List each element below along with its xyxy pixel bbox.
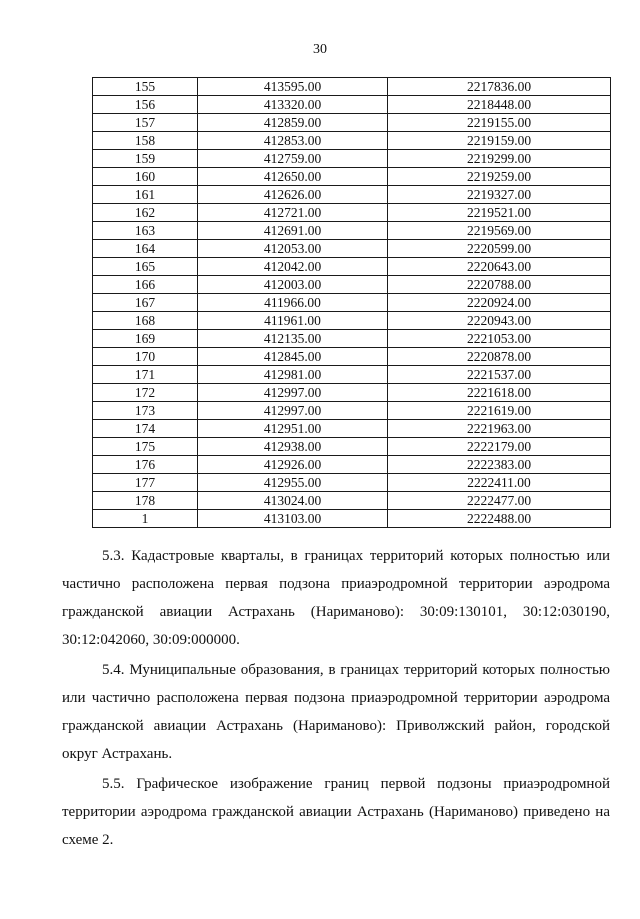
y-coordinate-cell: 2220788.00 [388, 276, 611, 294]
point-number-cell: 177 [93, 474, 198, 492]
page-number: 30 [313, 42, 327, 57]
x-coordinate-cell: 413595.00 [198, 78, 388, 96]
y-coordinate-cell: 2222179.00 [388, 438, 611, 456]
point-number-cell: 169 [93, 330, 198, 348]
table-row [93, 456, 611, 474]
table-row [93, 384, 611, 402]
y-coordinate-cell: 2221619.00 [388, 402, 611, 420]
point-number-cell: 171 [93, 366, 198, 384]
y-coordinate-cell: 2221053.00 [388, 330, 611, 348]
point-number-cell: 161 [93, 186, 198, 204]
table-row [93, 240, 611, 258]
x-coordinate-cell: 412003.00 [198, 276, 388, 294]
table-row [93, 492, 611, 510]
x-coordinate-cell: 412926.00 [198, 456, 388, 474]
y-coordinate-cell: 2219569.00 [388, 222, 611, 240]
x-coordinate-cell: 412951.00 [198, 420, 388, 438]
x-coordinate-cell: 412955.00 [198, 474, 388, 492]
x-coordinate-cell: 411961.00 [198, 312, 388, 330]
paragraph-cadastral-quarters: 5.3. Кадастровые кварталы, в границах территорий которых полностью или частично расположена первая подзона приаэродромной территории аэродрома гражданской авиации Астрахань (Нариманово): 30:09:130101, 30:12:030190, 30:12:042060, 30:09:000000. [62, 548, 610, 648]
table-row [93, 366, 611, 384]
point-number-cell: 170 [93, 348, 198, 366]
table-row [93, 276, 611, 294]
point-number-cell: 160 [93, 168, 198, 186]
point-number-cell: 158 [93, 132, 198, 150]
x-coordinate-cell: 413024.00 [198, 492, 388, 510]
point-number-cell: 164 [93, 240, 198, 258]
table-row [93, 402, 611, 420]
x-coordinate-cell: 412135.00 [198, 330, 388, 348]
table-row [93, 420, 611, 438]
y-coordinate-cell: 2219155.00 [388, 114, 611, 132]
y-coordinate-cell: 2222477.00 [388, 492, 611, 510]
x-coordinate-cell: 412997.00 [198, 384, 388, 402]
coordinates-table [92, 77, 611, 528]
y-coordinate-cell: 2222488.00 [388, 510, 611, 528]
table-row [93, 96, 611, 114]
table-row [93, 114, 611, 132]
table-row [93, 348, 611, 366]
point-number-cell: 162 [93, 204, 198, 222]
point-number-cell: 173 [93, 402, 198, 420]
y-coordinate-cell: 2218448.00 [388, 96, 611, 114]
y-coordinate-cell: 2219327.00 [388, 186, 611, 204]
x-coordinate-cell: 412691.00 [198, 222, 388, 240]
point-number-cell: 168 [93, 312, 198, 330]
x-coordinate-cell: 413320.00 [198, 96, 388, 114]
y-coordinate-cell: 2221963.00 [388, 420, 611, 438]
y-coordinate-cell: 2220878.00 [388, 348, 611, 366]
point-number-cell: 155 [93, 78, 198, 96]
point-number-cell: 174 [93, 420, 198, 438]
table-row [93, 78, 611, 96]
table-row [93, 294, 611, 312]
table-row [93, 474, 611, 492]
x-coordinate-cell: 412845.00 [198, 348, 388, 366]
x-coordinate-cell: 412759.00 [198, 150, 388, 168]
point-number-cell: 165 [93, 258, 198, 276]
point-number-cell: 156 [93, 96, 198, 114]
point-number-cell: 176 [93, 456, 198, 474]
paragraph-graphic-scheme: 5.5. Графическое изображение границ первой подзоны приаэродромной территории аэродрома гражданской авиации Астрахань (Нариманово) приведено на схеме 2. [62, 776, 610, 848]
y-coordinate-cell: 2219521.00 [388, 204, 611, 222]
table-row [93, 150, 611, 168]
y-coordinate-cell: 2217836.00 [388, 78, 611, 96]
point-number-cell: 1 [93, 510, 198, 528]
y-coordinate-cell: 2220643.00 [388, 258, 611, 276]
x-coordinate-cell: 412053.00 [198, 240, 388, 258]
table-row [93, 222, 611, 240]
x-coordinate-cell: 412997.00 [198, 402, 388, 420]
table-row [93, 438, 611, 456]
y-coordinate-cell: 2220599.00 [388, 240, 611, 258]
coordinates-table-body [93, 78, 611, 528]
y-coordinate-cell: 2220924.00 [388, 294, 611, 312]
x-coordinate-cell: 412938.00 [198, 438, 388, 456]
x-coordinate-cell: 412853.00 [198, 132, 388, 150]
y-coordinate-cell: 2221537.00 [388, 366, 611, 384]
x-coordinate-cell: 412626.00 [198, 186, 388, 204]
y-coordinate-cell: 2220943.00 [388, 312, 611, 330]
y-coordinate-cell: 2219259.00 [388, 168, 611, 186]
y-coordinate-cell: 2219159.00 [388, 132, 611, 150]
table-row [93, 312, 611, 330]
table-row [93, 330, 611, 348]
point-number-cell: 178 [93, 492, 198, 510]
point-number-cell: 159 [93, 150, 198, 168]
point-number-cell: 166 [93, 276, 198, 294]
point-number-cell: 172 [93, 384, 198, 402]
point-number-cell: 157 [93, 114, 198, 132]
x-coordinate-cell: 412859.00 [198, 114, 388, 132]
paragraph-municipalities: 5.4. Муниципальные образования, в границах территорий которых полностью или частично расположена первая подзона приаэродромной территории аэродрома гражданской авиации Астрахань (Нариманово): Приволжский район, городской округ Астрахань. [62, 662, 610, 762]
x-coordinate-cell: 413103.00 [198, 510, 388, 528]
table-row [93, 510, 611, 528]
y-coordinate-cell: 2222411.00 [388, 474, 611, 492]
x-coordinate-cell: 412721.00 [198, 204, 388, 222]
table-row [93, 258, 611, 276]
table-row [93, 204, 611, 222]
table-row [93, 186, 611, 204]
point-number-cell: 163 [93, 222, 198, 240]
x-coordinate-cell: 412981.00 [198, 366, 388, 384]
x-coordinate-cell: 412650.00 [198, 168, 388, 186]
point-number-cell: 167 [93, 294, 198, 312]
x-coordinate-cell: 412042.00 [198, 258, 388, 276]
y-coordinate-cell: 2219299.00 [388, 150, 611, 168]
x-coordinate-cell: 411966.00 [198, 294, 388, 312]
y-coordinate-cell: 2221618.00 [388, 384, 611, 402]
section-text [62, 542, 610, 854]
table-row [93, 168, 611, 186]
y-coordinate-cell: 2222383.00 [388, 456, 611, 474]
point-number-cell: 175 [93, 438, 198, 456]
table-row [93, 132, 611, 150]
